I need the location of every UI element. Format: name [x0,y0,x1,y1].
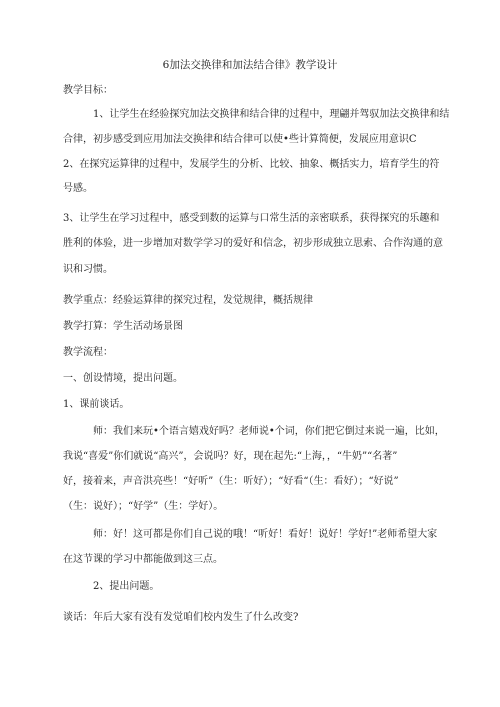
document-title: 6加法交换律和加法结合律》教学设计 [162,59,338,71]
dialog-2-line-2: 在这节课的学习中都能做到这三点。 [63,554,223,565]
dialog-1-line-4: （生：说好）；“好学”（生：学好）。 [63,501,224,512]
goal-3-line-2: 胜利的体验，进一步增加对数学学习的爱好和信念，初步形成独立思索、合作沟通的意 [63,238,443,249]
goals-heading: 教学目标： [63,85,113,96]
step-2-heading: 2、提出问题。 [93,581,160,592]
teaching-prep: 教学打算：学生活动场景图 [63,321,183,332]
goal-1-line-2: 合律，初步感受到应用加法交换律和结合律可以使•些计算简便，发展应用意识C [63,134,417,145]
goal-2-line-1: 2、在探究运算律的过程中，发展学生的分析、比较、抽象、概括实力，培育学生的符 [63,159,440,170]
goal-3-line-1: 3、让学生在学习过程中，感受到数的运算与口常生活的亲密联系，获得探究的乐趣和 [63,213,440,224]
process-heading: 教学流程： [63,347,113,358]
dialog-2-line-1: 师：好！这可都是你们自己说的哦！“听好！看好！说好！学好!”老师希望大家 [93,529,438,540]
step-1-heading: 1、课前谈话。 [63,399,130,410]
key-point: 教学重点：经验运算律的探究过程，发觉规律，概括规律 [63,295,313,306]
goal-1-line-1: 1、让学生在经验探究加法交换律和结合律的过程中，理翩并驾驭加法交换律和结 [93,109,450,120]
dialog-1-line-2: 我说“喜爱”你们就说“高兴”，会说吗？好，现在起先:“上海，，“牛奶”“名著” [63,451,398,462]
section-1-heading: 一、创设情境，提出问题。 [63,373,183,384]
dialog-1-line-3: 好，接着来，声音洪亮些！“好听”（生：听好）；“好看“（生：看好）；“好说” [63,476,399,487]
dialog-1-line-1: 师：我们来玩•个语言嬉戏好吗？老师说•个词，你们把它倒过来说一遍，比如， [93,426,445,437]
goal-2-line-2: 号感。 [63,183,93,194]
talk-question: 谈话：年后大家有没有发觉咱们校内发生了什么改变? [63,612,299,623]
goal-3-line-3: 识和习惯。 [63,264,113,275]
